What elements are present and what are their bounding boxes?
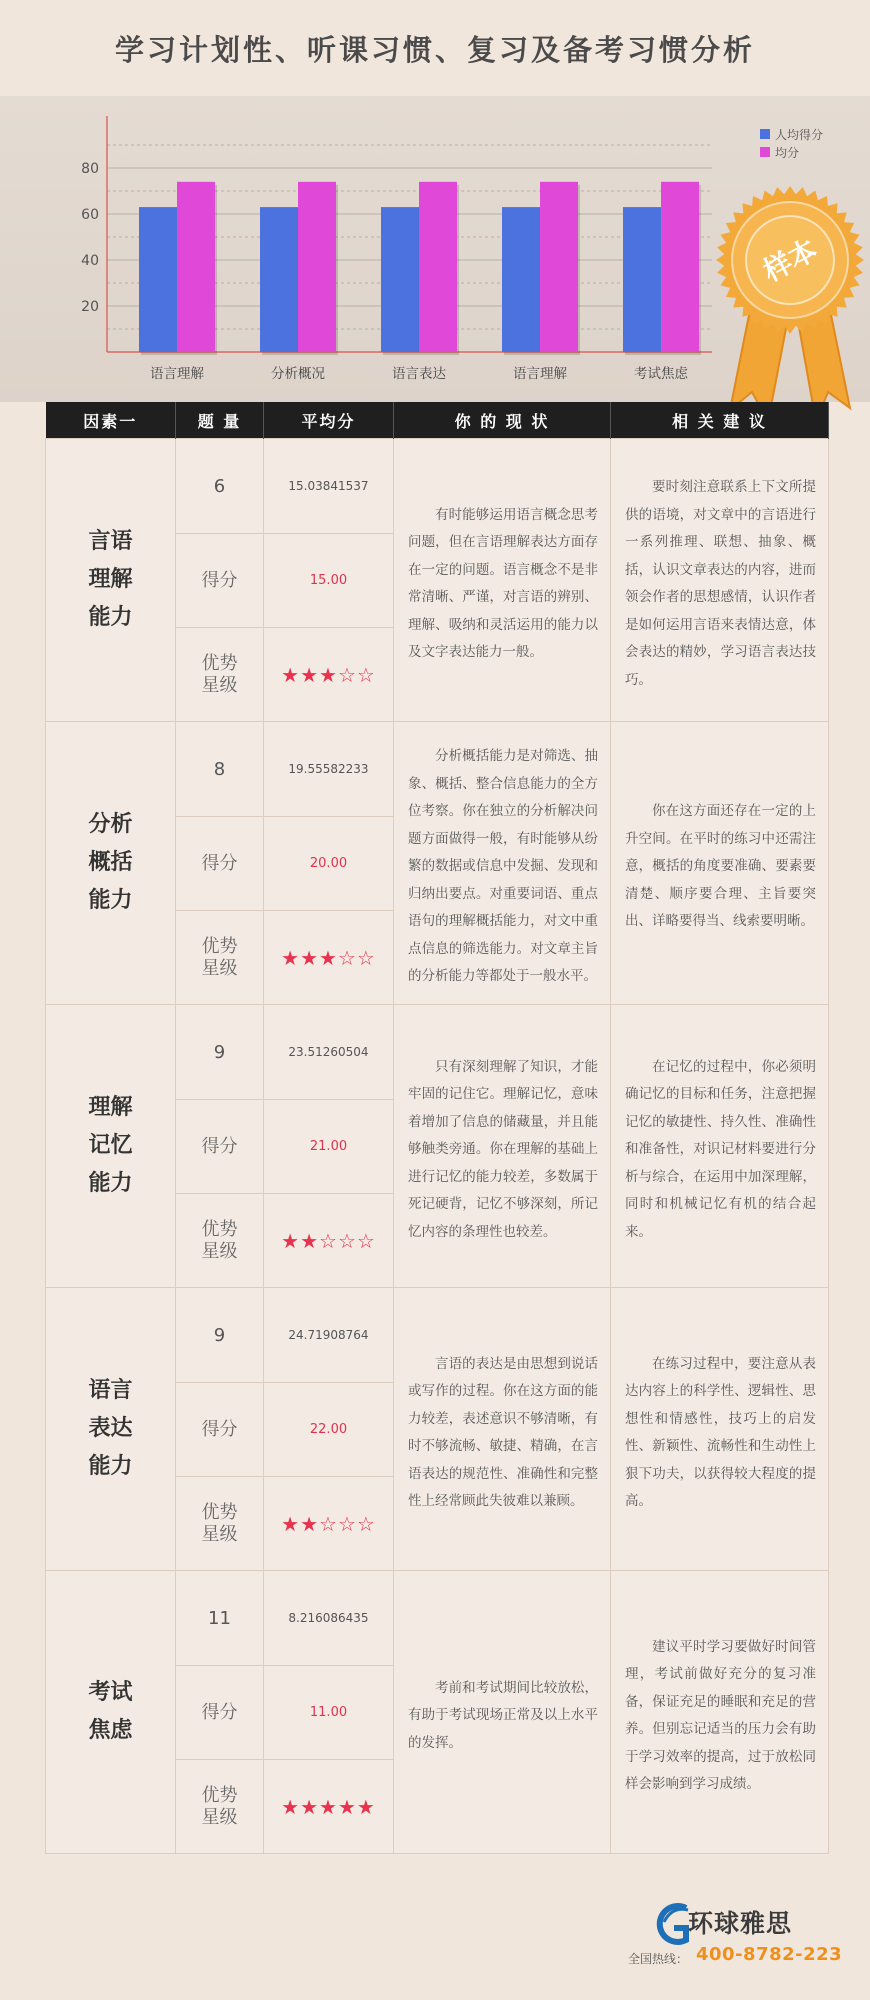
table-row: [46, 439, 829, 534]
analysis-table: [45, 402, 829, 1854]
advice-text: 在记忆的过程中，你必须明确记忆的目标和任务，注意把握记忆的敏捷性、持久性、准确性和准备性，对识记材料要进行分析与综合，在运用中加深理解，同时和机械记忆有机的结合起来。: [611, 1005, 829, 1288]
star-label-text: 优势星级: [201, 1218, 238, 1262]
header-average: 平均分: [264, 402, 394, 439]
y-tick-label: 20: [81, 299, 99, 315]
factor-label: 分析概括能力: [88, 812, 133, 913]
bar: [177, 182, 215, 352]
y-tick-label: 80: [81, 161, 99, 177]
table-row: [46, 1571, 829, 1666]
legend-label: 均分: [775, 146, 800, 160]
header-factor: 因素一: [46, 402, 176, 439]
advice-text: 你在这方面还存在一定的上升空间。在平时的练习中还需注意，概括的角度要准确、要素要清楚、顺序要合理、主旨要突出、详略要得当、线索要明晰。: [611, 722, 829, 1005]
bar: [298, 182, 336, 352]
bar: [502, 207, 540, 352]
x-tick-label: 语言理解: [513, 366, 567, 382]
average-score: 23.51260504: [264, 1005, 394, 1100]
average-score: 8.216086435: [264, 1571, 394, 1666]
score-label: 得分: [176, 534, 264, 628]
brand-name: 环球雅思: [688, 1909, 793, 1938]
factor-name: [46, 439, 176, 722]
seal-text: 样本: [757, 232, 823, 289]
score-value: 22.00: [264, 1383, 394, 1477]
bar: [623, 207, 661, 352]
status-text: 分析概括能力是对筛选、抽象、概括、整合信息能力的全方位考察。你在独立的分析解决问题方面做得一般，有时能够从纷繁的数据或信息中发掘、发现和归纳出要点。对重要词语、重点语句的理解概括能力，对文中重点信息的筛选能力。对文章主旨的分析能力等都处于一般水平。: [394, 722, 611, 1005]
factor-label: 言语理解能力: [88, 529, 133, 630]
star-rating-label: [176, 1194, 264, 1288]
average-score: 15.03841537: [264, 439, 394, 534]
average-score: 24.71908764: [264, 1288, 394, 1383]
status-text: 言语的表达是由思想到说话或写作的过程。你在这方面的能力较差，表述意识不够清晰，有时不够流畅、敏捷、精确，在言语表达的规范性、准确性和完整性上经常顾此失彼难以兼顾。: [394, 1288, 611, 1571]
factor-name: [46, 1571, 176, 1854]
hotline-label: 全国热线：: [628, 1952, 689, 1966]
table-header-row: [46, 402, 829, 439]
x-tick-label: 语言表达: [392, 366, 446, 382]
question-count: 11: [176, 1571, 264, 1666]
star-label-text: 优势星级: [201, 1501, 238, 1545]
table-row: [46, 1288, 829, 1383]
factor-label: 考试焦虑: [88, 1680, 133, 1743]
star-label-text: 优势星级: [201, 935, 238, 979]
factor-name: [46, 1005, 176, 1288]
advice-text: 在练习过程中，要注意从表达内容上的科学性、逻辑性、思想性和情感性，技巧上的启发性、新颖性、流畅性和生动性上狠下功夫，以获得较大程度的提高。: [611, 1288, 829, 1571]
factor-label: 理解记忆能力: [88, 1095, 133, 1196]
header-status: 你 的 现 状: [394, 402, 611, 439]
score-label: 得分: [176, 1666, 264, 1760]
x-tick-label: 考试焦虑: [634, 366, 688, 382]
factor-name: [46, 722, 176, 1005]
page-title: 学习计划性、听课习惯、复习及备考习惯分析: [114, 32, 755, 67]
advice-text: 建议平时学习要做好时间管理，考试前做好充分的复习准备，保证充足的睡眠和充足的营养。但别忘记适当的压力会有助于学习效率的提高，过于放松同样会影响到学习成绩。: [611, 1571, 829, 1854]
question-count: 9: [176, 1288, 264, 1383]
factor-label: 语言表达能力: [88, 1378, 133, 1479]
header-count: 题 量: [176, 402, 264, 439]
star-rating: ★★★★★: [264, 1760, 394, 1854]
score-value: 11.00: [264, 1666, 394, 1760]
table-row: [46, 1005, 829, 1100]
star-label-text: 优势星级: [201, 1784, 238, 1828]
status-text: 考前和考试期间比较放松，有助于考试现场正常及以上水平的发挥。: [394, 1571, 611, 1854]
status-text: 只有深刻理解了知识，才能牢固的记住它。理解记忆，意味着增加了信息的储藏量，并且能够触类旁通。你在理解的基础上进行记忆的能力较差，多数属于死记硬背，记忆不够深刻，所记忆内容的条理性也较差。: [394, 1005, 611, 1288]
title-bar: [0, 0, 870, 96]
y-tick-label: 60: [81, 207, 99, 223]
score-label: 得分: [176, 1100, 264, 1194]
score-value: 15.00: [264, 534, 394, 628]
score-label: 得分: [176, 1383, 264, 1477]
header-advice: 相 关 建 议: [611, 402, 829, 439]
star-rating-label: [176, 911, 264, 1005]
bar: [419, 182, 457, 352]
legend-label: 人均得分: [775, 128, 824, 142]
question-count: 6: [176, 439, 264, 534]
status-text: 有时能够运用语言概念思考问题，但在言语理解表达方面存在一定的问题。语言概念不是非常清晰、严谨，对言语的辨别、理解、吸纳和灵活运用的能力以及文字表达能力一般。: [394, 439, 611, 722]
legend-swatch: [760, 147, 770, 157]
legend-swatch: [760, 129, 770, 139]
bar: [661, 182, 699, 352]
score-value: 21.00: [264, 1100, 394, 1194]
score-value: 20.00: [264, 817, 394, 911]
star-rating: ★★★☆☆: [264, 628, 394, 722]
bar: [139, 207, 177, 352]
question-count: 8: [176, 722, 264, 817]
bar: [540, 182, 578, 352]
x-tick-label: 语言理解: [150, 366, 204, 382]
star-rating: ★★★☆☆: [264, 911, 394, 1005]
star-label-text: 优势星级: [201, 652, 238, 696]
bar: [381, 207, 419, 352]
question-count: 9: [176, 1005, 264, 1100]
star-rating-label: [176, 628, 264, 722]
average-score: 19.55582233: [264, 722, 394, 817]
table-row: [46, 722, 829, 817]
advice-text: 要时刻注意联系上下文所提供的语境，对文章中的言语进行一系列推理、联想、抽象、概括，认识文章表达的内容，进而领会作者的思想感情，认识作者是如何运用言语来表情达意，体会表达的精妙，学习语言表达技巧。: [611, 439, 829, 722]
bar: [260, 207, 298, 352]
x-tick-label: 分析概况: [271, 366, 325, 382]
sample-seal-icon: [700, 160, 870, 440]
star-rating: ★★☆☆☆: [264, 1194, 394, 1288]
y-tick-label: 40: [81, 253, 99, 269]
factor-name: [46, 1288, 176, 1571]
score-label: 得分: [176, 817, 264, 911]
star-rating-label: [176, 1477, 264, 1571]
hotline-number: 400-8782-223: [696, 1944, 843, 1965]
star-rating-label: [176, 1760, 264, 1854]
star-rating: ★★☆☆☆: [264, 1477, 394, 1571]
